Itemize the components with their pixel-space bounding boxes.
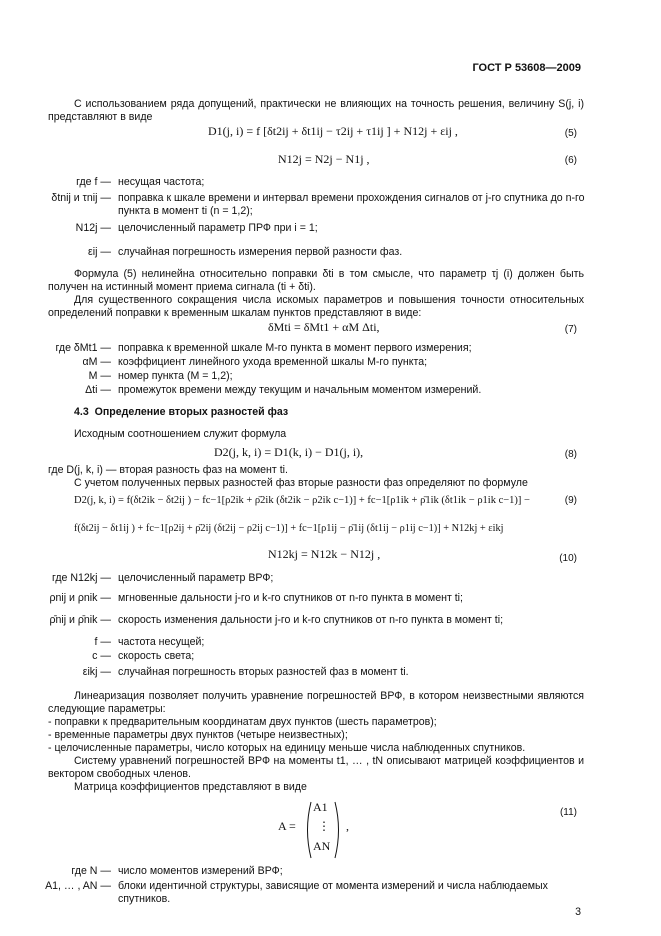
- equation-10-number: (10): [559, 553, 577, 564]
- def14-text: случайная погрешность вторых разностей фаз в момент ti.: [118, 666, 409, 678]
- def4-symbol: εij —: [88, 246, 111, 258]
- left-paren: [308, 802, 312, 858]
- source-paragraph: Исходным соотношением служит формула: [74, 428, 287, 440]
- def9-symbol: где N12kj —: [51, 572, 111, 584]
- matrix-paragraph: Матрица коэффициентов представляют в виде: [74, 781, 307, 793]
- def13-symbol: c —: [92, 650, 111, 662]
- equation-9-line1: D2(j, k, i) = f(δt2ik − δt2ij ) − fc−1[ρ2ik + ρ̄2ik (δt2ik − ρ2ik c−1)] + fc−1[ρ1ik + ρ̄1ik (δt1ik − ρ1ik c−1)] −: [74, 495, 530, 506]
- equation-11-tail: ,: [346, 819, 349, 833]
- def13-text: скорость света;: [118, 650, 195, 662]
- def3-symbol: N12j —: [75, 222, 111, 234]
- def15-symbol: где N —: [71, 865, 111, 877]
- def15-text: число моментов измерений ВРФ;: [118, 865, 283, 877]
- equation-10: N12kj = N12k − N12j ,: [268, 547, 381, 561]
- def9-text: целочисленный параметр ВРФ;: [118, 572, 274, 584]
- def12-symbol: f —: [94, 636, 111, 648]
- def6-symbol: αM —: [82, 356, 111, 368]
- bullet-2: - временные параметры двух пунктов (четыре неизвестных);: [48, 729, 348, 741]
- equation-11-lhs: A =: [278, 819, 296, 833]
- equation-8: D2(j, k, i) = D1(k, i) − D1(j, i),: [214, 445, 364, 459]
- equation-9-number: (9): [564, 495, 577, 506]
- def10-text: мгновенные дальности j-го и k-го спутников от n-го пункта в момент ti;: [118, 592, 463, 604]
- account-paragraph: С учетом полученных первых разностей фаз вторые разности фаз определяют по формуле: [74, 477, 528, 489]
- def8-text: промежуток времени между текущим и начальным моментом измерений.: [118, 384, 482, 396]
- system-paragraph: Систему уравнений погрешностей ВРФ на моменты t1, … , tN описывают матрицей коэффициентов и вектором свободных членов.: [48, 755, 584, 780]
- def1-symbol: где f —: [76, 176, 111, 188]
- section-title: Определение вторых разностей фаз: [94, 406, 289, 418]
- document-header: ГОСТ Р 53608—2009: [472, 62, 581, 74]
- linearization-paragraph: Линеаризация позволяет получить уравнение погрешностей ВРФ, в котором неизвестными являются следующие параметры:: [48, 690, 584, 715]
- def10-symbol: ρnij и ρnik —: [49, 592, 111, 604]
- def2-text: поправка к шкале времени и интервал времени прохождения сигналов от j-го спутника до n-го пункта в момент ti (n = 1,2);: [118, 192, 585, 217]
- where-d-paragraph: где D(j, k, i) — вторая разность фаз на момент ti.: [48, 464, 288, 476]
- page-number: 3: [575, 906, 581, 918]
- def16-text: блоки идентичной структуры, зависящие от момента измерений и числа наблюдаемых спутников.: [118, 880, 548, 905]
- equation-5-number: (5): [564, 128, 577, 139]
- matrix-row-2: ⋮: [318, 819, 330, 833]
- def4-text: случайная погрешность измерения первой разности фаз.: [118, 246, 403, 258]
- def7-text: номер пункта (М = 1,2);: [118, 370, 233, 382]
- equation-11-number: (11): [559, 807, 577, 818]
- equation-8-number: (8): [564, 449, 577, 460]
- formula5-paragraph: Формула (5) нелинейна относительно поправки δti в том смысле, что параметр τj (i) должен быть получен на истинный момент приема сигнала (ti + δti).: [48, 268, 584, 293]
- def6-text: коэффициент линейного ухода временной шкалы М-го пункта;: [118, 356, 428, 368]
- def16-symbol: A1, … , AN —: [45, 880, 111, 892]
- equation-7-number: (7): [564, 324, 577, 335]
- bullet-1: - поправки к предварительным координатам двух пунктов (шесть параметров);: [48, 716, 437, 728]
- matrix-row-3: AN: [313, 839, 331, 853]
- def1-text: несущая частота;: [118, 176, 205, 188]
- reduce-paragraph: Для существенного сокращения числа искомых параметров и повышения точности относительных определений поправки к временным шкалам пунктов представляют в виде:: [48, 294, 584, 319]
- def12-text: частота несущей;: [118, 636, 205, 648]
- def11-text: скорость изменения дальности j-го и k-го спутников от n-го пункта в момент ti;: [118, 614, 504, 626]
- equation-6-number: (6): [564, 155, 577, 166]
- def2-symbol: δtnij и τnij —: [51, 192, 111, 204]
- def8-symbol: Δti —: [85, 384, 111, 396]
- equation-7: δMti = δMt1 + αM Δti,: [268, 320, 380, 334]
- equation-9-line2: f(δt2ij − δt1ij ) + fc−1[ρ2ij + ρ̄2ij (δt2ij − ρ2ij c−1)] + fc−1[ρ1ij − ρ̄1ij (δt1ij − ρ1ij c−1)] + N12kj + εikj: [74, 523, 504, 534]
- right-paren: [335, 802, 339, 858]
- def11-symbol: ρ̄nij и ρ̄nik —: [49, 614, 111, 626]
- equation-5: D1(j, i) = f [δt2ij + δt1ij − τ2ij + τ1ij ] + N12j + εij ,: [208, 124, 458, 138]
- bullet-3: - целочисленные параметры, число которых на единицу меньше числа наблюденных спутников.: [48, 742, 526, 754]
- def5-symbol: где δMt1 —: [55, 342, 111, 354]
- intro-paragraph: С использованием ряда допущений, практически не влияющих на точность решения, величину S(j, i) представляют в виде: [48, 98, 584, 123]
- section-number: 4.3: [74, 406, 89, 418]
- matrix-row-1: A1: [313, 800, 328, 814]
- def3-text: целочисленный параметр ПРФ при i = 1;: [118, 222, 318, 234]
- def14-symbol: εikj —: [82, 666, 111, 678]
- def5-text: поправка к временной шкале М-го пункта в момент первого измерения;: [118, 342, 472, 354]
- section-heading: [74, 406, 288, 419]
- def7-symbol: M —: [88, 370, 111, 382]
- equation-6: N12j = N2j − N1j ,: [278, 152, 370, 166]
